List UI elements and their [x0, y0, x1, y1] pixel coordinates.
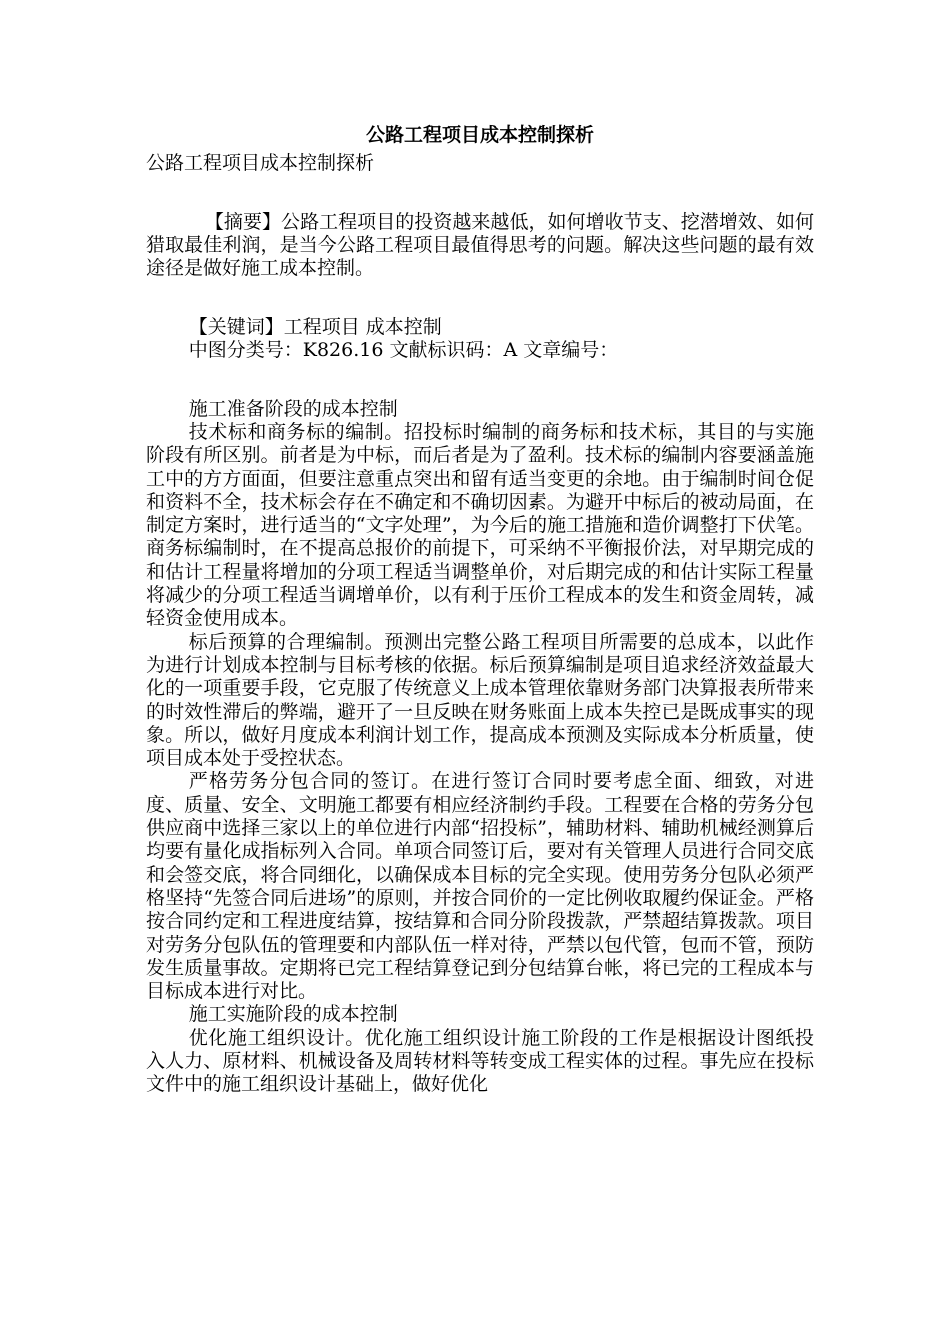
document-subtitle: 公路工程项目成本控制探析	[146, 152, 375, 174]
abstract-paragraph: 【摘要】公路工程项目的投资越来越低，如何增收节支、挖潜增效、如何猎取最佳利润，是当今公路工程项目最值得思考的问题。解决这些问题的最有效途径是做好施工成本控制。	[146, 210, 814, 280]
section-heading-implementation: 施工实施阶段的成本控制	[188, 1003, 398, 1026]
body-paragraph-bid: 技术标和商务标的编制。招投标时编制的商务标和技术标，其目的与实施阶段有所区别。前者是为中标，而后者是为了盈利。技术标的编制内容要涵盖施工中的方方面面，但要注意重点突出和留有适当变更的余地。由于编制时间仓促和资料不全，技术标会存在不确定和不确切因素。为避开中标后的被动局面，在制定方案时，进行适当的“文字处理”，为今后的施工措施和造价调整打下伏笔。商务标编制时，在不提高总报价的前提下，可采纳不平衡报价法，对早期完成的和估计工程量将增加的分项工程适当调整单价，对后期完成的和估计实际工程量将减少的分项工程适当调增单价，以有利于压价工程成本的发生和资金周转，减轻资金使用成本。	[146, 420, 814, 630]
body-paragraph-optimization: 优化施工组织设计。优化施工组织设计施工阶段的工作是根据设计图纸投入人力、原材料、机械设备及周转材料等转变成工程实体的过程。事先应在投标文件中的施工组织设计基础上，做好优化	[146, 1026, 814, 1096]
spacer	[146, 280, 814, 303]
body-paragraph-contract: 严格劳务分包合同的签订。在进行签订合同时要考虑全面、细致，对进度、质量、安全、文明施工都要有相应经济制约手段。工程要在合格的劳务分包供应商中选择三家以上的单位进行内部“招投标”，辅助材料、辅助机械经测算后均要有量化成指标列入合同。单项合同签订后，要对有关管理人员进行合同交底和会签交底，将合同细化，以确保成本目标的完全实现。使用劳务分包队必须严格坚持“先签合同后进场”的原则，并按合同价的一定比例收取履约保证金。严格按合同约定和工程进度结算，按结算和合同分阶段拨款，严禁超结算拨款。项目对劳务分包队伍的管理要和内部队伍一样对待，严禁以包代管，包而不管，预防发生质量事故。定期将已完工程结算登记到分包结算台帐，将已完的工程成本与目标成本进行对比。	[146, 770, 814, 1003]
spacer	[146, 304, 814, 316]
document-page	[146, 118, 814, 1097]
section-heading-preparation: 施工准备阶段的成本控制	[188, 397, 398, 420]
spacer	[146, 175, 814, 198]
spacer	[146, 362, 814, 385]
classification-line: 中图分类号：K826.16 文献标识码：A 文章编号：	[188, 339, 619, 362]
document-title: 公路工程项目成本控制探析	[365, 124, 594, 146]
keywords-line: 【关键词】工程项目 成本控制	[188, 315, 442, 338]
body-paragraph-budget: 标后预算的合理编制。预测出完整公路工程项目所需要的总成本，以此作为进行计划成本控制与目标考核的依据。标后预算编制是项目追求经济效益最大化的一项重要手段，它克服了传统意义上成本管理依靠财务部门决算报表所带来的时效性滞后的弊端，避开了一旦反映在财务账面上成本失控已是既成事实的现象。所以，做好月度成本利润计划工作，提高成本预测及实际成本分析质量，使项目成本处于受控状态。	[146, 630, 814, 770]
spacer	[146, 386, 814, 398]
spacer	[146, 199, 814, 211]
